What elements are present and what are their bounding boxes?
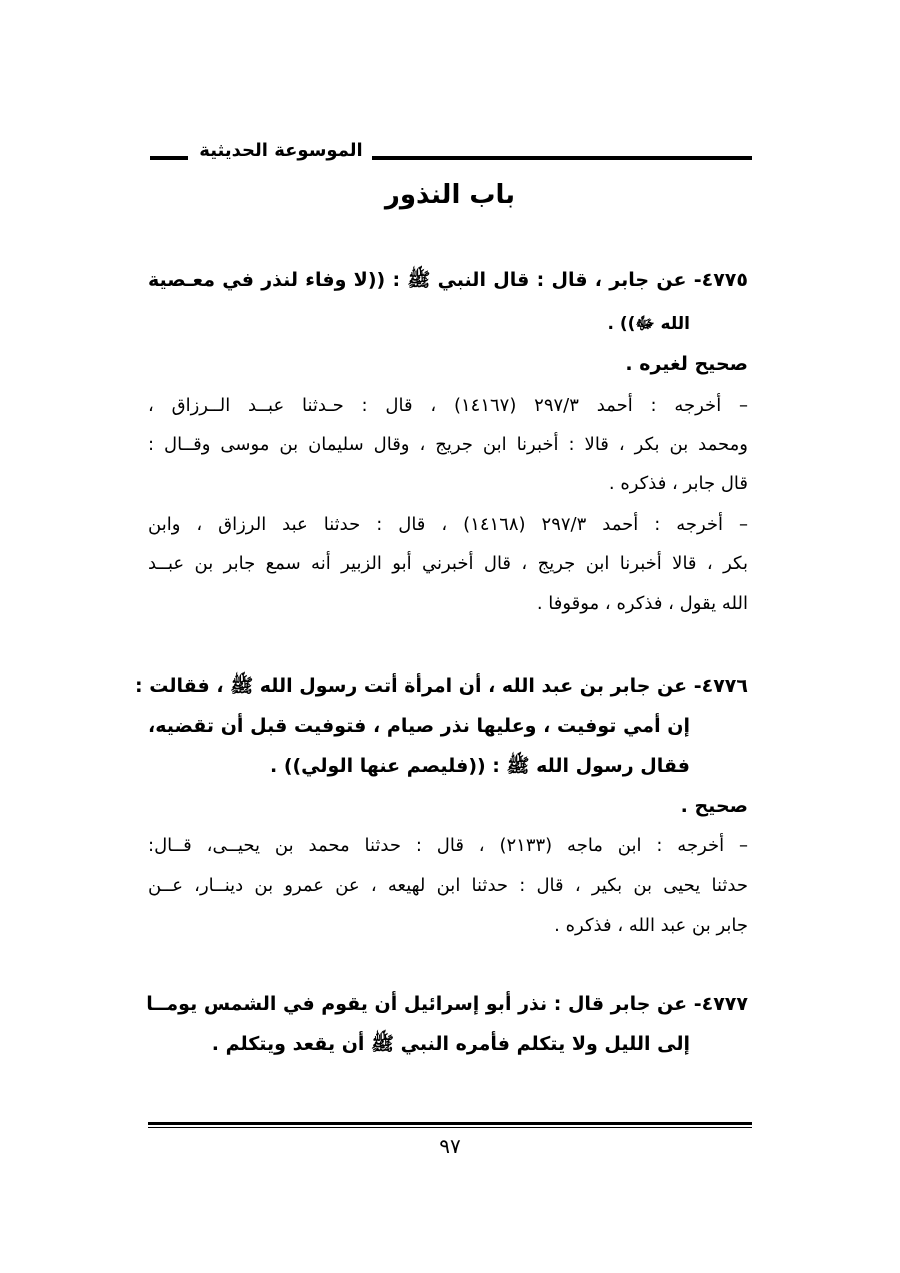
chapter-title: باب النذور (384, 180, 516, 210)
header-rule-short (150, 156, 188, 160)
running-title: الموسوعة الحديثية (199, 140, 363, 161)
hadith-line: ٤٧٧٧- عن جابر قال : نذر أبو إسرائيل أن يقوم في الشمس يومــا (146, 993, 748, 1015)
hadith-line: ٤٧٧٦- عن جابر بن عبد الله ، أن امرأة أتت رسول الله ﷺ ، فقالت : (135, 675, 748, 697)
takhrij-line: – أخرجه : ابن ماجه (٢١٣٣) ، قال : حدثنا محمد بن يحيــى، قــال: (148, 835, 748, 856)
takhrij-line: الله يقول ، فذكره ، موقوفا . (536, 593, 748, 614)
hadith-line: إن أمي توفيت ، وعليها نذر صيام ، فتوفيت قبل أن تقضيه، (148, 715, 690, 737)
takhrij-line: ومحمد بن بكر ، قالا : أخبرنا ابن جريج ، وقال سليمان بن موسى وقــال : (148, 434, 748, 455)
header-rule (372, 156, 752, 160)
page-number: ٩٧ (439, 1134, 461, 1158)
takhrij-line: بكر ، قالا أخبرنا ابن جريج ، قال أخبرني أبو الزبير أنه سمع جابر بن عبــد (148, 553, 748, 574)
hadith-line: ٤٧٧٥- عن جابر ، قال : قال النبي ﷺ : ((لا وفاء لنذر في معـصية (148, 269, 748, 291)
hadith-line: فقال رسول الله ﷺ : ((فليصم عنها الولي)) . (269, 755, 690, 777)
hadith-grade: صحيح . (680, 795, 748, 817)
takhrij-line: جابر بن عبد الله ، فذكره . (554, 915, 748, 936)
hadith-line: إلى الليل ولا يتكلم فأمره النبي ﷺ أن يقعد ويتكلم . (211, 1033, 690, 1055)
hadith-grade: صحيح لغيره . (625, 353, 748, 375)
footer-rule (148, 1122, 752, 1128)
takhrij-line: – أخرجه : أحمد ٢٩٧/٣ (١٤١٦٧) ، قال : حـدثنا عبــد الــرزاق ، (148, 395, 748, 416)
takhrij-line: – أخرجه : أحمد ٢٩٧/٣ (١٤١٦٨) ، قال : حدثنا عبد الرزاق ، وابن (148, 514, 749, 535)
hadith-line: الله ﷻ)) . (607, 314, 690, 334)
takhrij-line: حدثنا يحيى بن بكير ، قال : حدثنا ابن لهيعه ، عن عمرو بن دينــار، عــن (148, 875, 748, 896)
takhrij-line: قال جابر ، فذكره . (608, 473, 748, 494)
